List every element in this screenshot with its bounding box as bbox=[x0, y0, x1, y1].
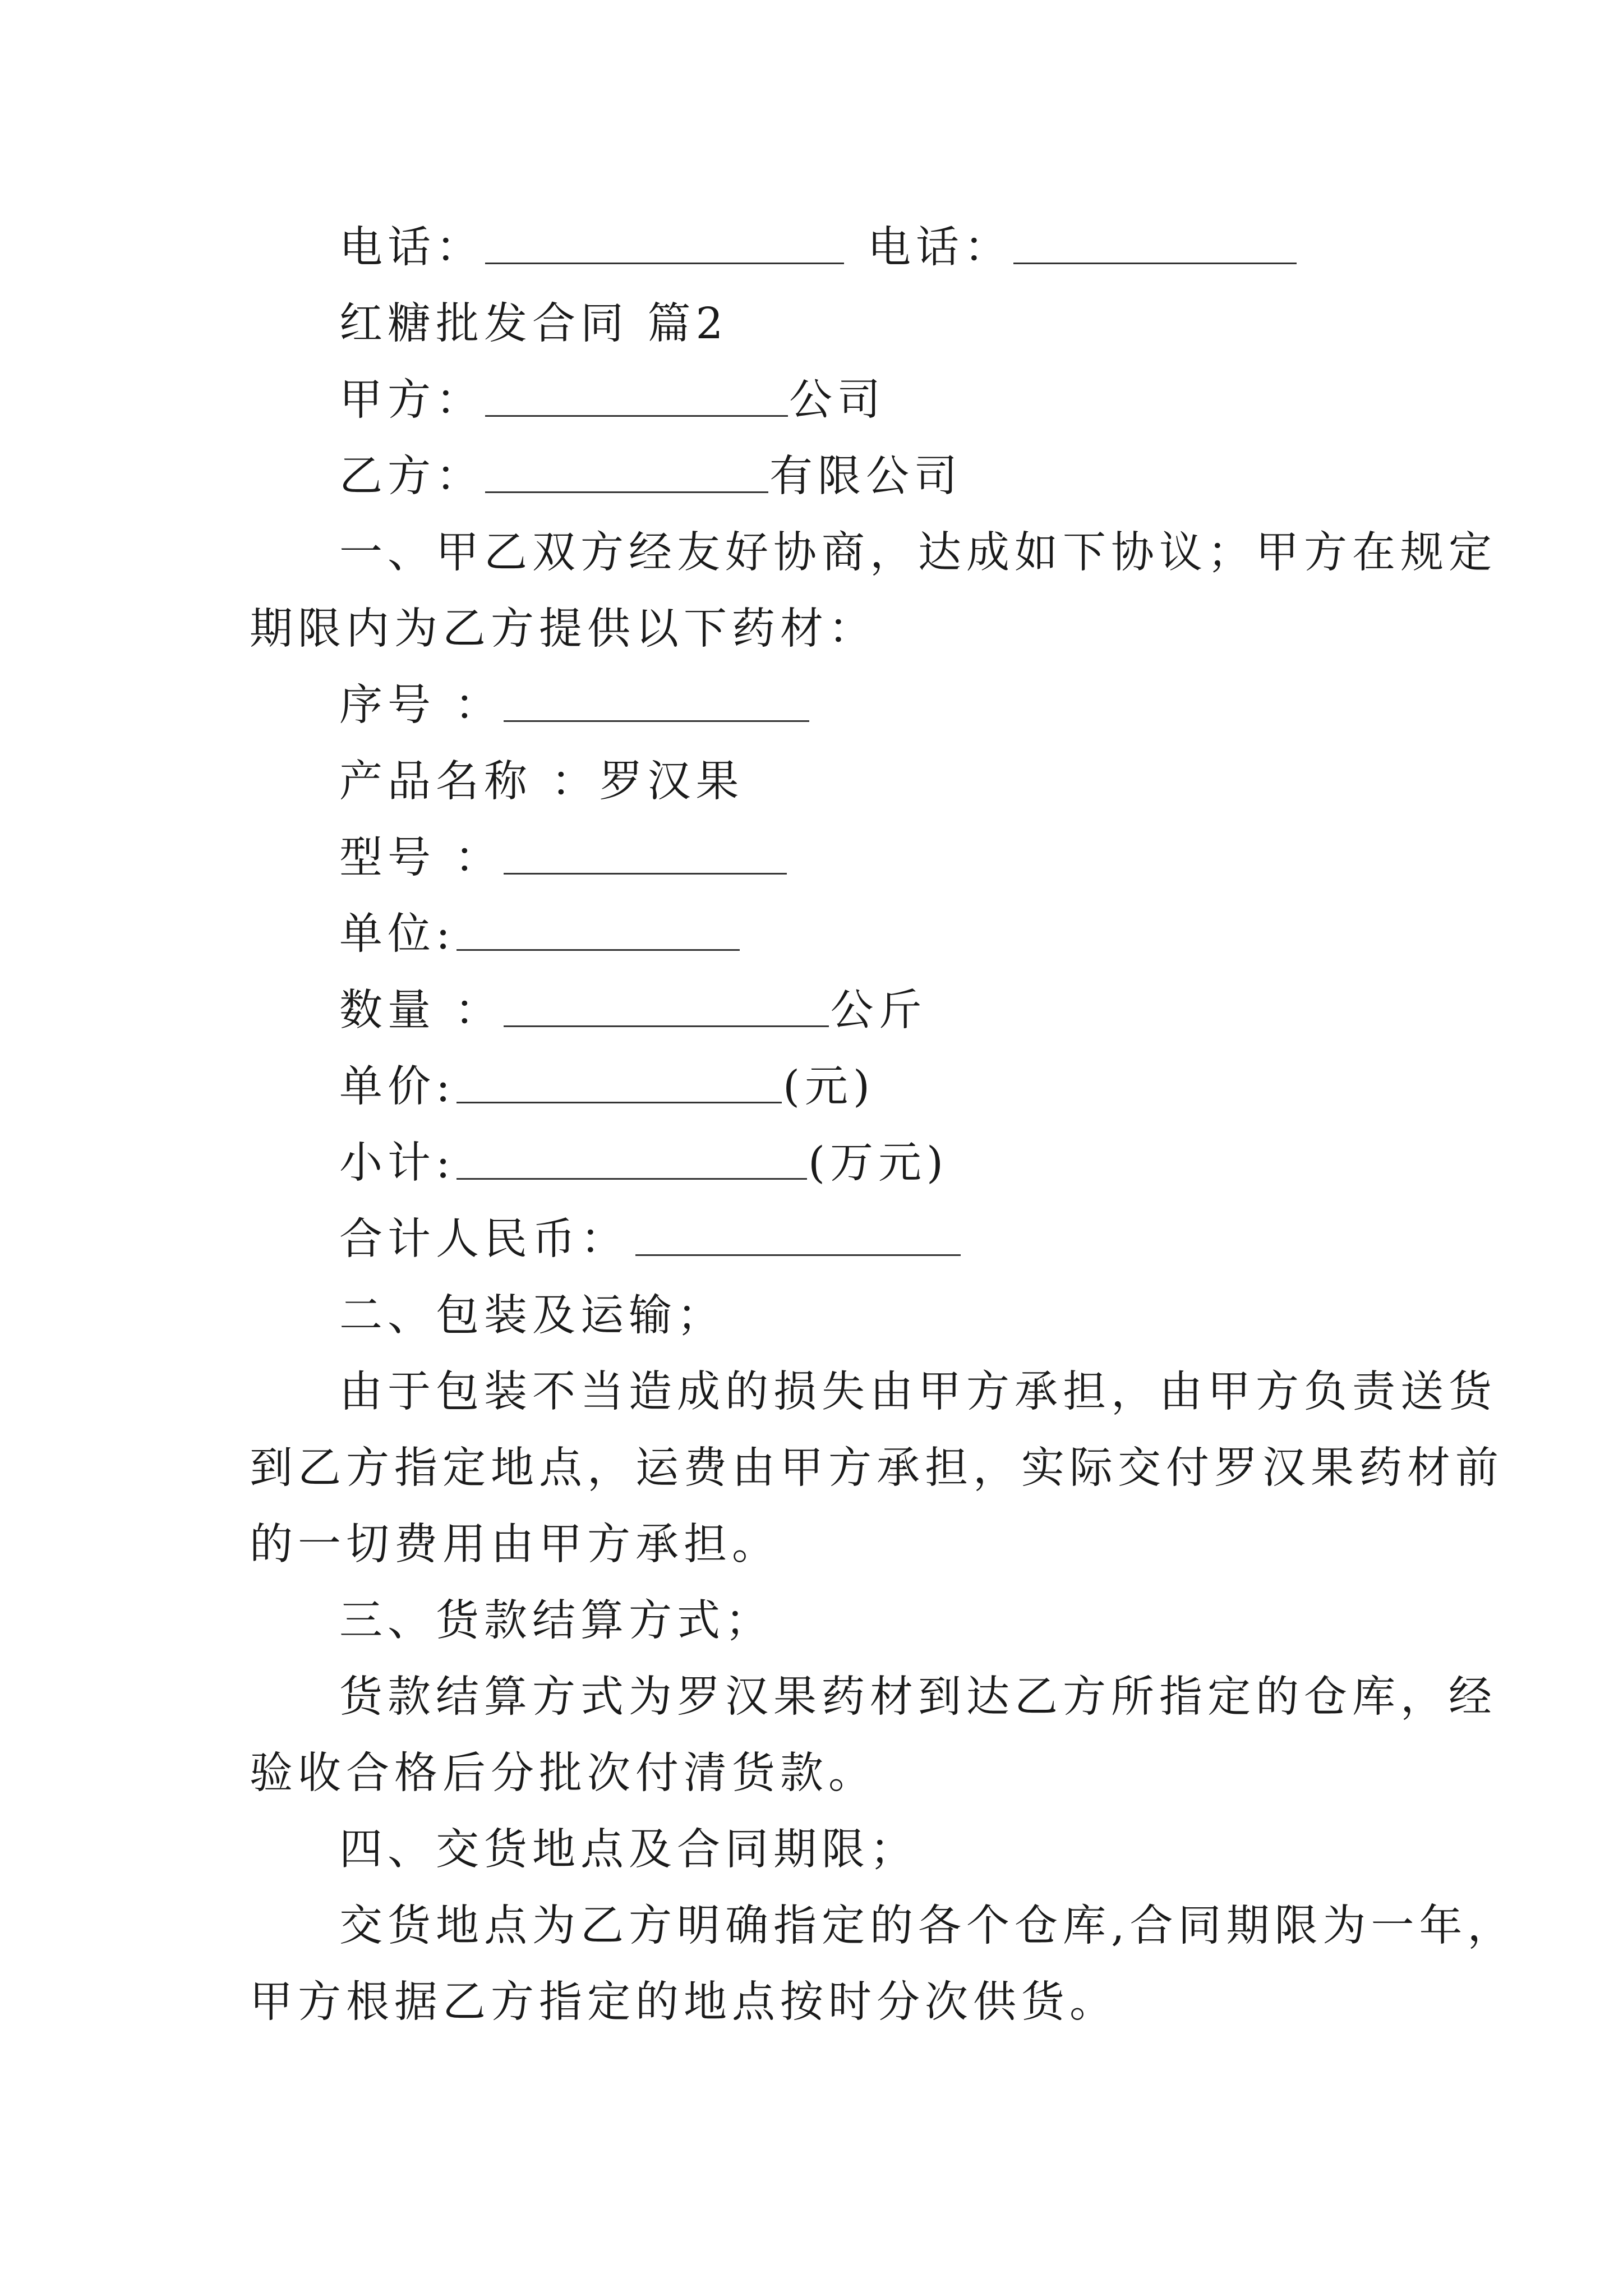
price-label: 单价: bbox=[339, 1062, 455, 1112]
clause4-line2: 甲方根据乙方指定的地点按时分次供货。 bbox=[250, 1977, 1118, 2027]
clause4-heading: 四、交货地点及合同期限； bbox=[339, 1825, 918, 1875]
phone-blank-a[interactable] bbox=[485, 263, 844, 264]
seq-blank[interactable] bbox=[504, 720, 809, 722]
clause4-line1: 交货地点为乙方明确指定的各个仓库,合同期限为一年， bbox=[339, 1901, 1516, 1951]
total-line bbox=[339, 1200, 962, 1279]
quantity-suffix: 公斤 bbox=[830, 986, 927, 1036]
quantity-blank[interactable] bbox=[504, 1025, 829, 1027]
clause1-line1: 一、甲乙双方经友好协商，达成如下协议；甲方在规定 bbox=[339, 528, 1497, 578]
model-line bbox=[339, 819, 788, 898]
price-blank[interactable] bbox=[457, 1102, 782, 1103]
party-b-suffix: 有限公司 bbox=[769, 452, 962, 501]
seq-line bbox=[339, 666, 810, 745]
unit-blank[interactable] bbox=[457, 949, 740, 951]
clause3-heading: 三、货款结算方式； bbox=[339, 1596, 773, 1646]
subtotal-line bbox=[339, 1124, 948, 1203]
party-b-line bbox=[339, 438, 962, 516]
phone-label-b: 电话： bbox=[868, 223, 1012, 273]
party-a-blank[interactable] bbox=[485, 415, 788, 417]
model-blank[interactable] bbox=[504, 873, 787, 875]
unit-label: 单位: bbox=[339, 909, 455, 959]
subtotal-blank[interactable] bbox=[457, 1178, 807, 1180]
clause3-line2: 验收合格后分批次付清货款。 bbox=[250, 1749, 877, 1798]
total-blank[interactable] bbox=[635, 1254, 961, 1256]
total-label: 合计人民币： bbox=[339, 1214, 629, 1264]
clause2-heading: 二、包装及运输； bbox=[339, 1291, 725, 1341]
quantity-label: 数量 ： bbox=[339, 986, 503, 1036]
quantity-line bbox=[339, 972, 926, 1050]
clause2-line3: 的一切费用由甲方承担。 bbox=[250, 1520, 780, 1570]
clause2-line1: 由于包装不当造成的损失由甲方承担，由甲方负责送货 bbox=[339, 1367, 1497, 1417]
clause2-line2: 到乙方指定地点，运费由甲方承担，实际交付罗汉果药材前 bbox=[250, 1443, 1504, 1493]
subtotal-label: 小计: bbox=[339, 1138, 455, 1188]
party-b-label: 乙方： bbox=[339, 452, 484, 501]
phone-label-a: 电话： bbox=[339, 223, 484, 273]
party-a-label: 甲方： bbox=[339, 375, 484, 425]
party-a-suffix: 公司 bbox=[789, 375, 886, 425]
seq-label: 序号 ： bbox=[339, 680, 503, 730]
product-line: 产品名称 ：罗汉果 bbox=[339, 757, 744, 807]
price-suffix: (元) bbox=[782, 1062, 875, 1112]
clause1-line2: 期限内为乙方提供以下药材： bbox=[250, 604, 877, 654]
subtotal-suffix: (万元) bbox=[808, 1138, 949, 1188]
price-line bbox=[339, 1048, 875, 1126]
phone-blank-b[interactable] bbox=[1013, 263, 1297, 264]
phone-line bbox=[339, 209, 1298, 287]
party-b-blank[interactable] bbox=[485, 491, 768, 493]
model-label: 型号 ： bbox=[339, 833, 503, 883]
section-title: 红糖批发合同 篇2 bbox=[339, 299, 728, 349]
party-a-line bbox=[339, 361, 886, 440]
clause3-line1: 货款结算方式为罗汉果药材到达乙方所指定的仓库，经 bbox=[339, 1672, 1497, 1722]
unit-line bbox=[339, 895, 741, 974]
